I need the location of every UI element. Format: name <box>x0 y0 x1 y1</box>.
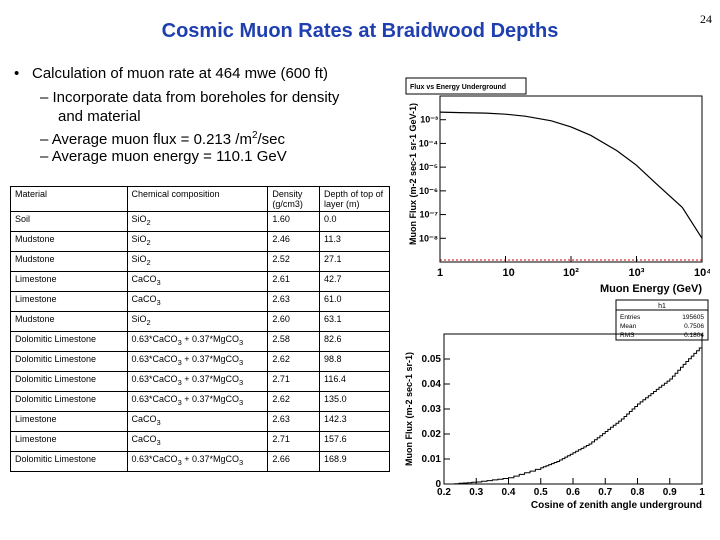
table-row <box>11 332 390 352</box>
sub-bullet-text: and material <box>58 108 141 125</box>
cell-composition: 0.63*CaCO$_3$ + 0.37*MgCO$_3$ <box>127 332 268 352</box>
cell-density: 2.71 <box>268 372 320 392</box>
y-tick-label: 0.03 <box>421 404 441 415</box>
table-row <box>11 272 390 292</box>
cell-density: 2.63 <box>268 292 320 312</box>
y-tick-label: 0.02 <box>421 429 441 440</box>
x-tick-label: 0.8 <box>630 487 645 498</box>
header-material: Material <box>11 187 128 212</box>
cell-depth: 27.1 <box>320 252 390 272</box>
cell-depth: 63.1 <box>320 312 390 332</box>
x-tick-label: 0.5 <box>533 487 548 498</box>
x-tick-label: 10³ <box>628 267 645 279</box>
cell-depth: 116.4 <box>320 372 390 392</box>
flux-zenith-plot <box>400 298 712 512</box>
sub-bullet-2 <box>40 126 285 149</box>
x-tick-label: 0.6 <box>566 487 580 498</box>
sub-bullet-text: Incorporate data from boreholes for density <box>52 89 340 106</box>
cell-density: 2.46 <box>268 232 320 252</box>
stats-value: 0.7506 <box>684 323 704 330</box>
y-tick-label: 0 <box>435 479 441 490</box>
slide-title: Cosmic Muon Rates at Braidwood Depths <box>161 20 559 42</box>
x-tick-label: 0.9 <box>662 487 677 498</box>
cell-composition: SiO$_2$ <box>127 212 268 232</box>
plot-frame-rect <box>440 96 702 262</box>
main-bullet-text: Calculation of muon rate at 464 mwe (600 ft) <box>32 65 328 82</box>
cell-composition: CaCO$_3$ <box>127 432 268 452</box>
cell-composition: CaCO$_3$ <box>127 272 268 292</box>
y-tick-label: 0.01 <box>421 454 441 465</box>
table-row <box>11 392 390 412</box>
table-row <box>11 312 390 332</box>
table-row <box>11 252 390 272</box>
sub-bullet-1-cont <box>58 107 141 126</box>
cell-material: Limestone <box>11 432 128 452</box>
cell-material: Limestone <box>11 412 128 432</box>
cell-composition: CaCO$_3$ <box>127 292 268 312</box>
cell-depth: 0.0 <box>320 212 390 232</box>
x-axis-label: Muon Energy (GeV) <box>599 283 702 295</box>
dash-icon: – <box>40 89 53 106</box>
cell-composition: SiO$_2$ <box>127 312 268 332</box>
y-tick-label: 10⁻³ <box>420 114 438 125</box>
table-row <box>11 372 390 392</box>
histogram-steps <box>450 345 702 484</box>
flux-energy-svg <box>404 76 710 298</box>
bullet-dot-icon: • <box>14 65 20 82</box>
x-tick-label: 10² <box>563 267 579 279</box>
cell-density: 2.61 <box>268 272 320 292</box>
cell-density: 2.63 <box>268 412 320 432</box>
flux-curve <box>440 112 702 238</box>
cell-density: 2.52 <box>268 252 320 272</box>
cell-material: Limestone <box>11 292 128 312</box>
materials-table <box>10 186 390 472</box>
y-tick-label: 10⁻⁸ <box>418 233 438 244</box>
y-axis-label: Muon Flux (m-2 sec-1 sr-1) <box>404 351 414 467</box>
x-tick-label: 0.3 <box>469 487 484 498</box>
sub-bullet-text: Average muon energy = 110.1 GeV <box>51 148 287 165</box>
y-tick-label: 10⁻⁵ <box>419 162 438 173</box>
cell-composition: CaCO$_3$ <box>127 412 268 432</box>
cell-composition: 0.63*CaCO$_3$ + 0.37*MgCO$_3$ <box>127 452 268 472</box>
cell-composition: SiO$_2$ <box>127 232 268 252</box>
table-row <box>11 452 390 472</box>
cell-depth: 61.0 <box>320 292 390 312</box>
cell-density: 2.71 <box>268 432 320 452</box>
x-tick-label: 0.4 <box>501 487 516 498</box>
cell-depth: 135.0 <box>320 392 390 412</box>
cell-depth: 11.3 <box>320 232 390 252</box>
table-header-row <box>11 187 390 212</box>
cell-material: Limestone <box>11 272 128 292</box>
cell-material: Dolomitic Limestone <box>11 372 128 392</box>
stats-value: 0.1804 <box>684 332 704 339</box>
flux-zenith-svg <box>400 298 712 512</box>
y-tick-label: 10⁻⁶ <box>419 185 438 196</box>
cell-density: 2.60 <box>268 312 320 332</box>
cell-depth: 82.6 <box>320 332 390 352</box>
cell-material: Dolomitic Limestone <box>11 352 128 372</box>
x-tick-label: 0.2 <box>437 487 451 498</box>
cell-density: 1.60 <box>268 212 320 232</box>
cell-composition: 0.63*CaCO$_3$ + 0.37*MgCO$_3$ <box>127 392 268 412</box>
dash-icon: – <box>40 131 52 148</box>
superscript: 2 <box>251 130 258 141</box>
cell-density: 2.62 <box>268 352 320 372</box>
table-row <box>11 412 390 432</box>
stats-label: Mean <box>620 323 637 330</box>
cell-depth: 142.3 <box>320 412 390 432</box>
page-number: 24 <box>700 12 712 26</box>
plot-title: Flux vs Energy Underground <box>410 84 507 91</box>
x-tick-label: 10 <box>502 267 515 279</box>
stats-label: Entries <box>620 314 641 321</box>
sub-bullet-text: /sec <box>257 131 286 148</box>
cell-material: Dolomitic Limestone <box>11 332 128 352</box>
y-tick-label: 0.04 <box>421 379 441 390</box>
header-depth: Depth of top of layer (m) <box>320 187 390 212</box>
y-tick-label: 0.05 <box>421 354 441 365</box>
cell-depth: 98.8 <box>320 352 390 372</box>
cell-material: Mudstone <box>11 232 128 252</box>
x-tick-label: 0.7 <box>598 487 613 498</box>
stats-hist-name: h1 <box>658 303 666 310</box>
table-row <box>11 432 390 452</box>
x-tick-label: 10⁴ <box>694 267 710 279</box>
cell-density: 2.58 <box>268 332 320 352</box>
x-axis-label: Cosine of zenith angle underground <box>530 500 702 511</box>
x-tick-label: 1 <box>699 487 705 498</box>
table-row <box>11 232 390 252</box>
cell-material: Dolomitic Limestone <box>11 392 128 412</box>
cell-material: Dolomitic Limestone <box>11 452 128 472</box>
sub-bullet-text: Average muon flux = 0.213 /m <box>51 131 252 148</box>
sub-bullet-1 <box>40 88 339 107</box>
table-row <box>11 212 390 232</box>
cell-density: 2.62 <box>268 392 320 412</box>
cell-composition: 0.63*CaCO$_3$ + 0.37*MgCO$_3$ <box>127 372 268 392</box>
stats-label: RMS <box>620 332 635 339</box>
table-row <box>11 292 390 312</box>
dash-icon: – <box>40 148 52 165</box>
flux-energy-plot <box>404 76 710 298</box>
cell-material: Mudstone <box>11 312 128 332</box>
cell-composition: SiO$_2$ <box>127 252 268 272</box>
cell-depth: 168.9 <box>320 452 390 472</box>
cell-material: Mudstone <box>11 252 128 272</box>
cell-depth: 157.6 <box>320 432 390 452</box>
header-density: Density (g/cm3) <box>268 187 320 212</box>
stats-value: 195605 <box>682 314 704 321</box>
plot-frame-rect <box>444 334 702 484</box>
sub-bullet-3 <box>40 147 287 166</box>
table-row <box>11 352 390 372</box>
cell-depth: 42.7 <box>320 272 390 292</box>
cell-material: Soil <box>11 212 128 232</box>
cell-composition: 0.63*CaCO$_3$ + 0.37*MgCO$_3$ <box>127 352 268 372</box>
y-tick-label: 10⁻⁴ <box>418 138 438 149</box>
header-composition: Chemical composition <box>127 187 268 212</box>
cell-density: 2.66 <box>268 452 320 472</box>
main-bullet <box>14 64 328 84</box>
y-axis-label: Muon Flux (m-2 sec-1 sr-1 GeV-1) <box>408 102 418 246</box>
x-tick-label: 1 <box>437 267 444 279</box>
y-tick-label: 10⁻⁷ <box>419 209 438 220</box>
